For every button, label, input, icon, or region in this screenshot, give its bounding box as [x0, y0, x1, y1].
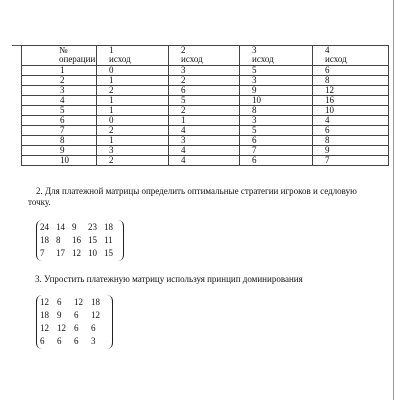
- matrix-cell: 6: [74, 323, 79, 333]
- matrix-cell: 15: [104, 248, 113, 258]
- table-cell: 6: [240, 136, 313, 146]
- table-row: [22, 146, 389, 156]
- matrix-cell: 18: [104, 222, 113, 232]
- matrix-cell: 7: [40, 248, 45, 258]
- table-cell: 2: [22, 76, 97, 86]
- table-cell: 3: [22, 86, 97, 96]
- table-row: [22, 86, 389, 96]
- table-cell: 7: [22, 126, 97, 136]
- table-cell: 7: [240, 146, 313, 156]
- header-cell-outcome-2: 2 исход: [169, 46, 240, 66]
- matrix-cell: 14: [56, 222, 65, 232]
- matrix-cell: 18: [40, 235, 49, 245]
- table-cell: 12: [313, 86, 389, 96]
- matrix-cell: 9: [72, 222, 77, 232]
- table-cell: 2: [97, 86, 169, 96]
- table-cell: 9: [240, 86, 313, 96]
- matrix-cell: 23: [88, 222, 97, 232]
- matrix-cell: 11: [104, 235, 113, 245]
- table-cell: 6: [240, 156, 313, 166]
- table-cell: 1: [22, 66, 97, 76]
- table-cell: 4: [169, 126, 240, 136]
- header-cell-outcome-4: 4 исход: [313, 46, 389, 66]
- table-cell: 2: [169, 76, 240, 86]
- table-cell: 3: [169, 66, 240, 76]
- operations-table: [21, 45, 389, 166]
- matrix-cell: 6: [74, 336, 79, 346]
- matrix-cell: 6: [91, 323, 96, 333]
- table-cell: 0: [97, 116, 169, 126]
- table-cell: 3: [240, 116, 313, 126]
- header-cell-outcome-1: 1 исход: [97, 46, 169, 66]
- matrix-cell: 24: [40, 222, 49, 232]
- matrix-cell: 6: [57, 297, 62, 307]
- table-cell: 6: [169, 86, 240, 96]
- matrix-cell: 18: [40, 310, 49, 320]
- table-cell: 5: [240, 66, 313, 76]
- matrix-cell: 12: [40, 323, 49, 333]
- table-cell: 16: [313, 96, 389, 106]
- payoff-matrix-2: [36, 295, 113, 349]
- table-cell: 10: [313, 106, 389, 116]
- table-header-row: [22, 46, 389, 66]
- table-row: [22, 136, 389, 146]
- table-cell: 3: [169, 136, 240, 146]
- header-cell-outcome-3: 3 исход: [240, 46, 313, 66]
- matrix-cell: 15: [88, 235, 97, 245]
- table-cell: 3: [97, 146, 169, 156]
- table-cell: 1: [97, 76, 169, 86]
- table-cell: 6: [22, 116, 97, 126]
- matrix-cell: 12: [72, 248, 81, 258]
- table-cell: 9: [22, 146, 97, 156]
- matrix-cell: 12: [91, 310, 100, 320]
- matrix-cell: 6: [74, 310, 79, 320]
- task-3-text: 3. Упростить платежную матрицу используя принцип доминирования: [35, 274, 303, 284]
- table-cell: 5: [169, 96, 240, 106]
- table-cell: 2: [97, 126, 169, 136]
- table-cell: 1: [97, 106, 169, 116]
- table-corner-mark: [12, 45, 21, 46]
- table-cell: 1: [169, 116, 240, 126]
- matrix-row: [40, 335, 109, 348]
- table-cell: 10: [22, 156, 97, 166]
- header-cell-operation: № операции: [22, 46, 97, 66]
- table-row: [22, 106, 389, 116]
- table-cell: 4: [313, 116, 389, 126]
- table-cell: 6: [313, 66, 389, 76]
- matrix-row: [40, 296, 109, 309]
- matrix-row: [40, 309, 109, 322]
- table-cell: 4: [22, 96, 97, 106]
- table-cell: 8: [22, 136, 97, 146]
- matrix-cell: 9: [57, 310, 62, 320]
- table-row: [22, 66, 389, 76]
- table-cell: 2: [97, 156, 169, 166]
- table-cell: 5: [240, 126, 313, 136]
- task-2-text: 2. Для платежной матрицы определить оптимальные стратегии игроков и седловую точку.: [28, 186, 357, 207]
- matrix-cell: 10: [88, 248, 97, 258]
- table-cell: 8: [240, 106, 313, 116]
- payoff-matrix-1: [36, 220, 124, 261]
- matrix-row: [40, 234, 120, 247]
- table-cell: 1: [97, 96, 169, 106]
- matrix-cell: 6: [57, 336, 62, 346]
- table-row: [22, 76, 389, 86]
- matrix-row: [40, 247, 120, 260]
- table-row: [22, 116, 389, 126]
- matrix-cell: 6: [40, 336, 45, 346]
- matrix-cell: 8: [56, 235, 61, 245]
- table-cell: 8: [313, 76, 389, 86]
- matrix-cell: 16: [72, 235, 81, 245]
- table-cell: 4: [169, 146, 240, 156]
- page-edge-line: [393, 0, 394, 400]
- table-cell: 4: [169, 156, 240, 166]
- table-cell: 10: [240, 96, 313, 106]
- matrix-cell: 18: [91, 297, 100, 307]
- table-cell: 2: [169, 106, 240, 116]
- table-cell: 3: [240, 76, 313, 86]
- matrix-cell: 17: [56, 248, 65, 258]
- matrix-row: [40, 221, 120, 234]
- table-row: [22, 126, 389, 136]
- matrix-row: [40, 322, 109, 335]
- table-cell: 6: [313, 126, 389, 136]
- matrix-cell: 12: [74, 297, 83, 307]
- matrix-cell: 3: [91, 336, 96, 346]
- table-cell: 1: [97, 136, 169, 146]
- table-row: [22, 156, 389, 166]
- table-cell: 9: [313, 146, 389, 156]
- table-cell: 8: [313, 136, 389, 146]
- table-cell: 0: [97, 66, 169, 76]
- matrix-cell: 12: [40, 297, 49, 307]
- table-row: [22, 96, 389, 106]
- table-cell: 5: [22, 106, 97, 116]
- table-cell: 7: [313, 156, 389, 166]
- matrix-cell: 12: [57, 323, 66, 333]
